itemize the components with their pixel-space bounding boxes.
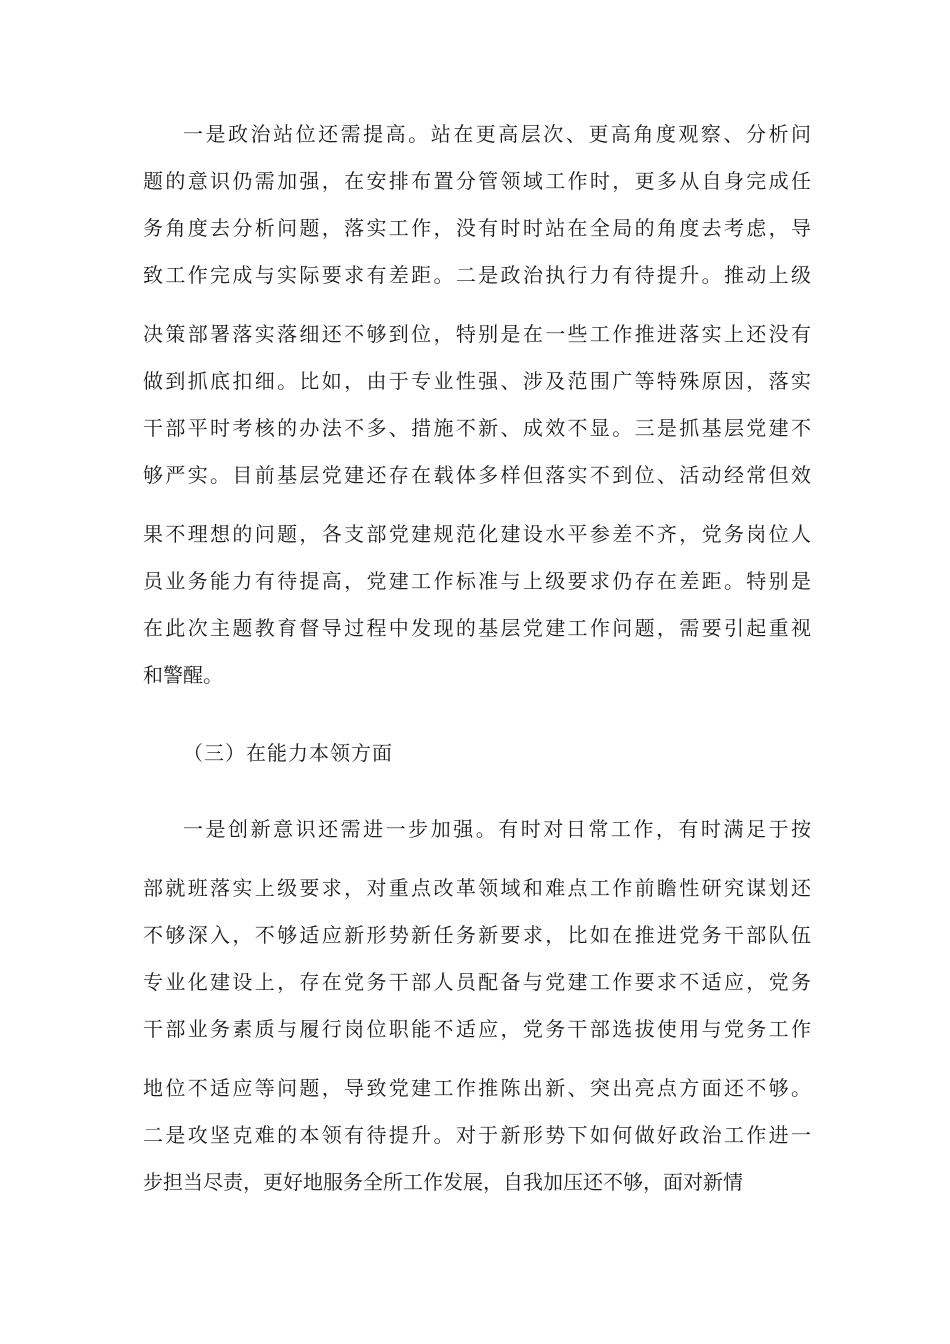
paragraph-1-line-12: 和警醒。 bbox=[143, 663, 223, 687]
paragraph-2-line-1: 一是创新意识还需进一步加强。有时对日常工作，有时满足于按 bbox=[183, 817, 811, 841]
paragraph-2-line-8: 步担当尽责，更好地服务全所工作发展，自我加压还不够，面对新情 bbox=[143, 1170, 743, 1194]
paragraph-1-line-10: 员业务能力有待提高，党建工作标准与上级要求仍存在差距。特别是 bbox=[143, 569, 811, 593]
paragraph-1-line-9: 果不理想的问题，各支部党建规范化建设水平参差不齐，党务岗位人 bbox=[143, 522, 811, 546]
paragraph-2-line-7: 二是攻坚克难的本领有待提升。对于新形势下如何做好政治工作进一 bbox=[143, 1123, 811, 1147]
paragraph-1-line-11: 在此次主题教育督导过程中发现的基层党建工作问题，需要引起重视 bbox=[143, 616, 811, 640]
paragraph-2-line-2: 部就班落实上级要求，对重点改革领域和难点工作前瞻性研究谋划还 bbox=[143, 876, 811, 900]
paragraph-1-line-6: 做到抓底扣细。比如，由于专业性强、涉及范围广等特殊原因，落实 bbox=[143, 369, 811, 393]
paragraph-2-line-6: 地位不适应等问题，导致党建工作推陈出新、突出亮点方面还不够。 bbox=[143, 1076, 811, 1100]
paragraph-2-line-3: 不够深入，不够适应新形势新任务新要求，比如在推进党务干部队伍 bbox=[143, 923, 811, 947]
paragraph-1-line-7: 干部平时考核的办法不多、措施不新、成效不显。三是抓基层党建不 bbox=[143, 416, 811, 440]
paragraph-1-line-2: 题的意识仍需加强，在安排布置分管领域工作时，更多从自身完成任 bbox=[143, 169, 811, 193]
paragraph-1-line-1: 一是政治站位还需提高。站在更高层次、更高角度观察、分析问 bbox=[183, 122, 811, 146]
section-heading: （三）在能力本领方面 bbox=[183, 741, 393, 765]
paragraph-1-line-8: 够严实。目前基层党建还存在载体多样但落实不到位、活动经常但效 bbox=[143, 463, 811, 487]
paragraph-2-line-5: 干部业务素质与履行岗位职能不适应，党务干部选拔使用与党务工作 bbox=[143, 1017, 811, 1041]
paragraph-1-line-4: 致工作完成与实际要求有差距。二是政治执行力有待提升。推动上级 bbox=[143, 263, 811, 287]
paragraph-1-line-3: 务角度去分析问题，落实工作，没有时时站在全局的角度去考虑，导 bbox=[143, 216, 811, 240]
paragraph-2-line-4: 专业化建设上，存在党务干部人员配备与党建工作要求不适应，党务 bbox=[143, 970, 811, 994]
paragraph-1-line-5: 决策部署落实落细还不够到位，特别是在一些工作推进落实上还没有 bbox=[143, 322, 811, 346]
